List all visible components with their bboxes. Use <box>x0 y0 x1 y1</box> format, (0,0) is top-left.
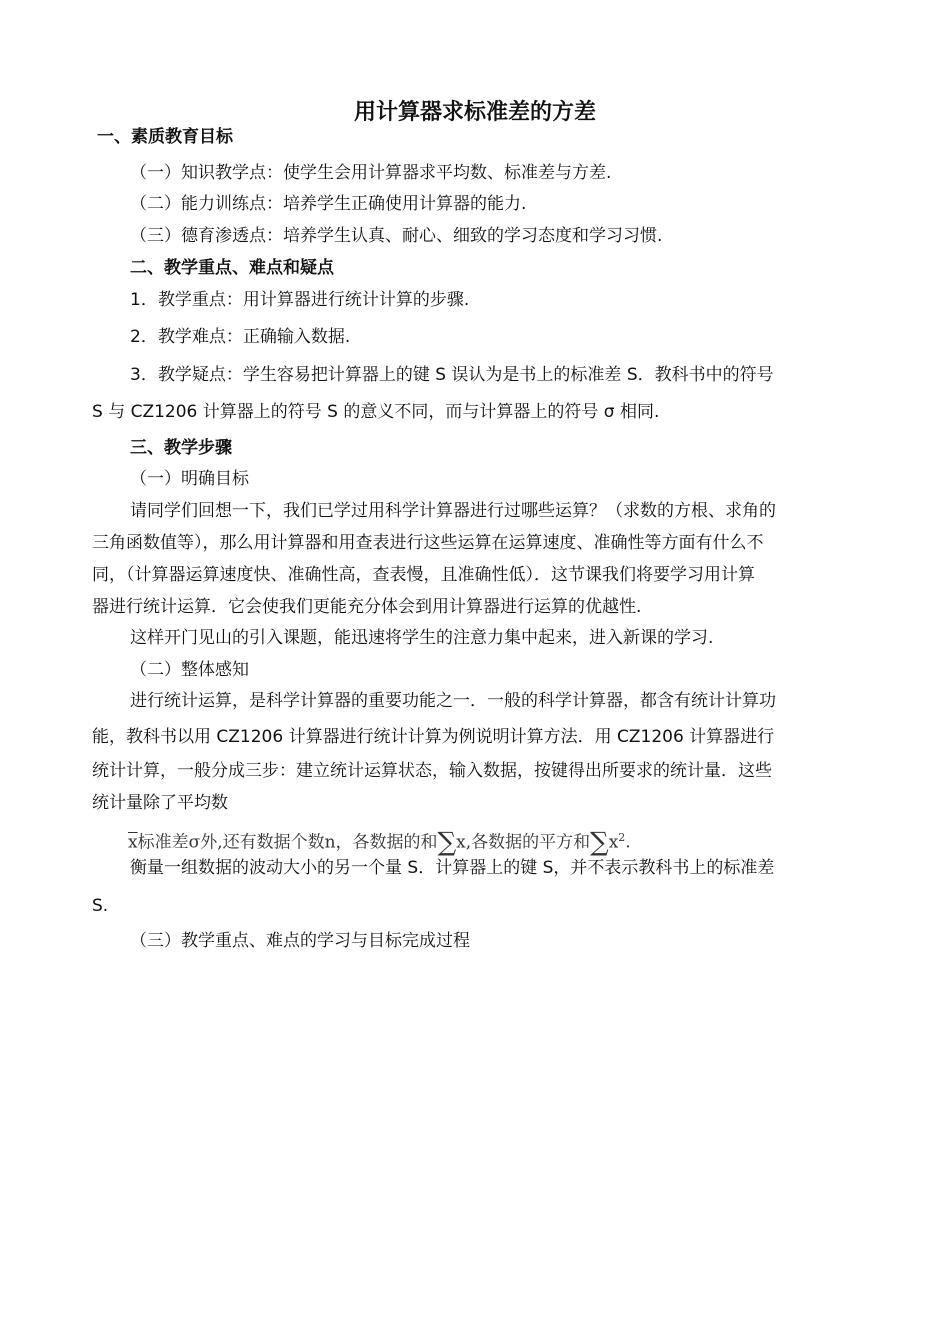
formula-period: . <box>625 832 631 853</box>
section-heading-goals: 一、素质教育目标 <box>97 127 233 147</box>
focus-doubt-line2: S 与 CZ1206 计算器上的符号 S 的意义不同，而与计算器上的符号 σ 相同. <box>92 402 660 422</box>
paragraph-line: 三角函数值等），那么用计算器和用查表进行这些运算在运算速度、准确性等方面有什么不 <box>92 533 764 553</box>
subheading-overall: （二）整体感知 <box>130 660 249 680</box>
section-heading-steps: 三、教学步骤 <box>130 438 232 458</box>
paragraph-line: 器进行统计运算．它会使我们更能充分体会到用计算器进行运算的优越性. <box>92 597 642 617</box>
paragraph-line: 衡量一组数据的波动大小的另一个量 S．计算器上的键 S，并不表示教科书上的标准差 <box>130 858 775 878</box>
goal-knowledge: （一）知识教学点：使学生会用计算器求平均数、标准差与方差. <box>130 163 612 183</box>
sum-symbol: ∑ <box>437 827 457 858</box>
paragraph-line: S. <box>92 896 109 916</box>
statistics-formula <box>128 823 631 858</box>
focus-key-point: 1．教学重点：用计算器进行统计计算的步骤. <box>130 290 470 310</box>
goal-moral: （三）德育渗透点：培养学生认真、耐心、细致的学习态度和学习习惯. <box>130 226 663 246</box>
formula-var: x <box>608 832 619 853</box>
focus-difficulty: 2．教学难点：正确输入数据. <box>130 327 351 347</box>
paragraph-line: 同，（计算器运算速度快、准确性高，查表慢，且准确性低）．这节课我们将要学习用计算 <box>92 565 755 585</box>
formula-exponent: 2 <box>618 831 626 844</box>
focus-doubt-line1: 3．教学疑点：学生容易把计算器上的键 S 误认为是书上的标准差 S．教科书中的符号 <box>130 365 774 385</box>
goal-ability: （二）能力训练点：培养学生正确使用计算器的能力. <box>130 194 527 214</box>
paragraph-line: 统计计算，一般分成三步：建立统计运算状态，输入数据，按键得出所要求的统计量．这些 <box>92 761 772 781</box>
paragraph-line: 能，教科书以用 CZ1206 计算器进行统计计算为例说明计算方法．用 CZ1206 计算器进行 <box>92 727 775 747</box>
paragraph-line: 统计量除了平均数 <box>92 793 228 813</box>
subheading-clear-goal: （一）明确目标 <box>130 469 249 489</box>
paragraph-line: 进行统计运算，是科学计算器的重要功能之一．一般的科学计算器，都含有统计计算功 <box>130 691 776 711</box>
mean-symbol: $\overline{x}$ <box>128 832 138 853</box>
section-heading-focus: 二、教学重点、难点和疑点 <box>130 258 334 278</box>
paragraph-intro: 这样开门见山的引入课题，能迅速将学生的注意力集中起来，进入新课的学习. <box>130 628 714 648</box>
document-title: 用计算器求标准差的方差 <box>353 100 596 125</box>
formula-text: x,各数据的平方和 <box>456 832 591 853</box>
subheading-process: （三）教学重点、难点的学习与目标完成过程 <box>130 931 470 951</box>
paragraph-line: 请同学们回想一下，我们已学过用科学计算器进行过哪些运算？（求数的方根、求角的 <box>130 501 776 521</box>
sum-symbol: ∑ <box>590 827 609 858</box>
formula-text: 标准差σ外,还有数据个数n，各数据的和 <box>137 832 438 853</box>
